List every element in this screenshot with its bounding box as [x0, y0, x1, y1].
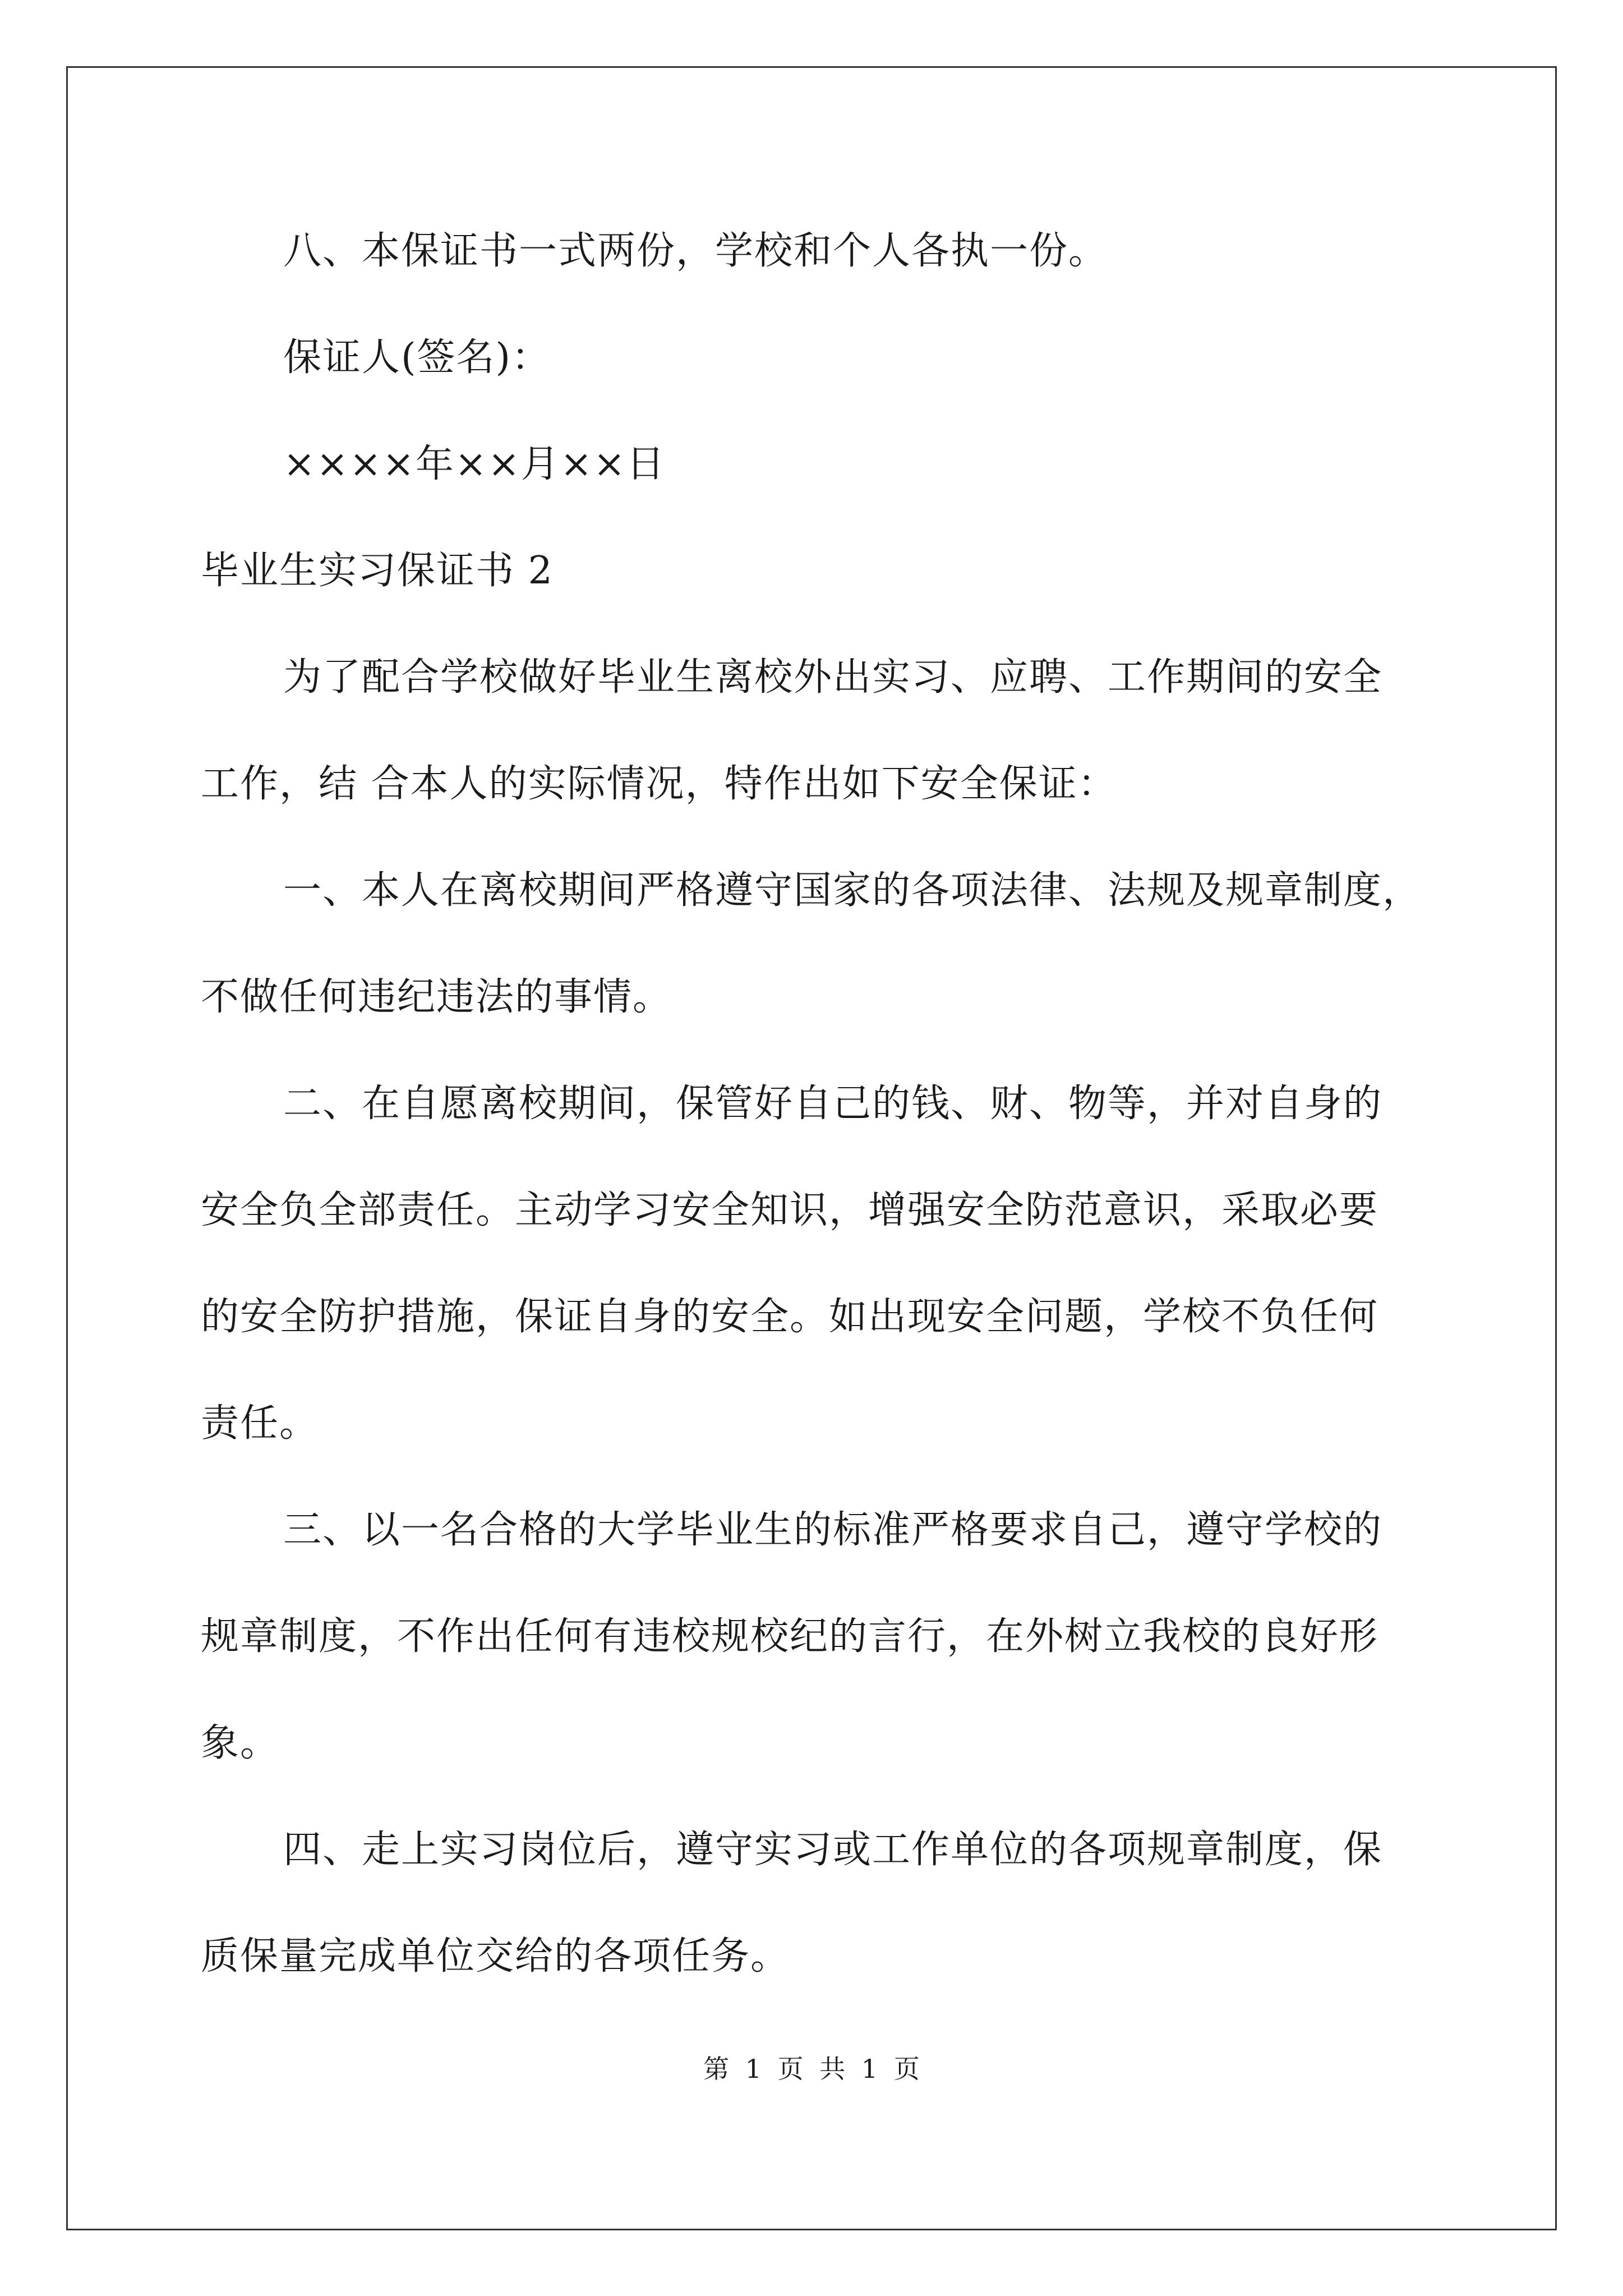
section-heading: 毕业生实习保证书 2 [201, 549, 554, 593]
clause-four-line: 四、走上实习岗位后，遵守实习或工作单位的各项规章制度，保 [283, 1828, 1383, 1872]
page-frame [66, 66, 1557, 2230]
clause-one-line: 不做任何违纪违法的事情。 [201, 975, 672, 1019]
intro-paragraph-line: 为了配合学校做好毕业生离校外出实习、应聘、工作期间的安全 [283, 655, 1383, 700]
clause-two-line: 二、在自愿离校期间，保管好自己的钱、财、物等，并对自身的 [283, 1082, 1383, 1126]
clause-four-line: 质保量完成单位交给的各项任务。 [201, 1934, 790, 1978]
clause-three-line: 规章制度，不作出任何有违校规校纪的言行，在外树立我校的良好形 [201, 1614, 1379, 1659]
guarantor-signature-line: 保证人(签名)： [283, 335, 551, 380]
clause-three-line: 象。 [201, 1721, 280, 1765]
intro-paragraph-line: 工作，结 合本人的实际情况，特作出如下安全保证： [201, 762, 1117, 806]
clause-two-line: 安全负全部责任。主动学习安全知识，增强安全防范意识，采取必要 [201, 1188, 1379, 1232]
clause-two-line: 责任。 [201, 1401, 319, 1446]
clause-one-line: 一、本人在离校期间严格遵守国家的各项法律、法规及规章制度， [283, 868, 1422, 913]
clause-eight: 八、本保证书一式两份，学校和个人各执一份。 [283, 229, 1108, 273]
clause-three-line: 三、以一名合格的大学毕业生的标准严格要求自己，遵守学校的 [283, 1508, 1383, 1552]
date-line: ××××年××月××日 [283, 442, 666, 486]
page-number-footer: 第 1 页 共 1 页 [703, 2054, 920, 2084]
clause-two-line: 的安全防护措施，保证自身的安全。如出现安全问题，学校不负任何 [201, 1295, 1379, 1339]
